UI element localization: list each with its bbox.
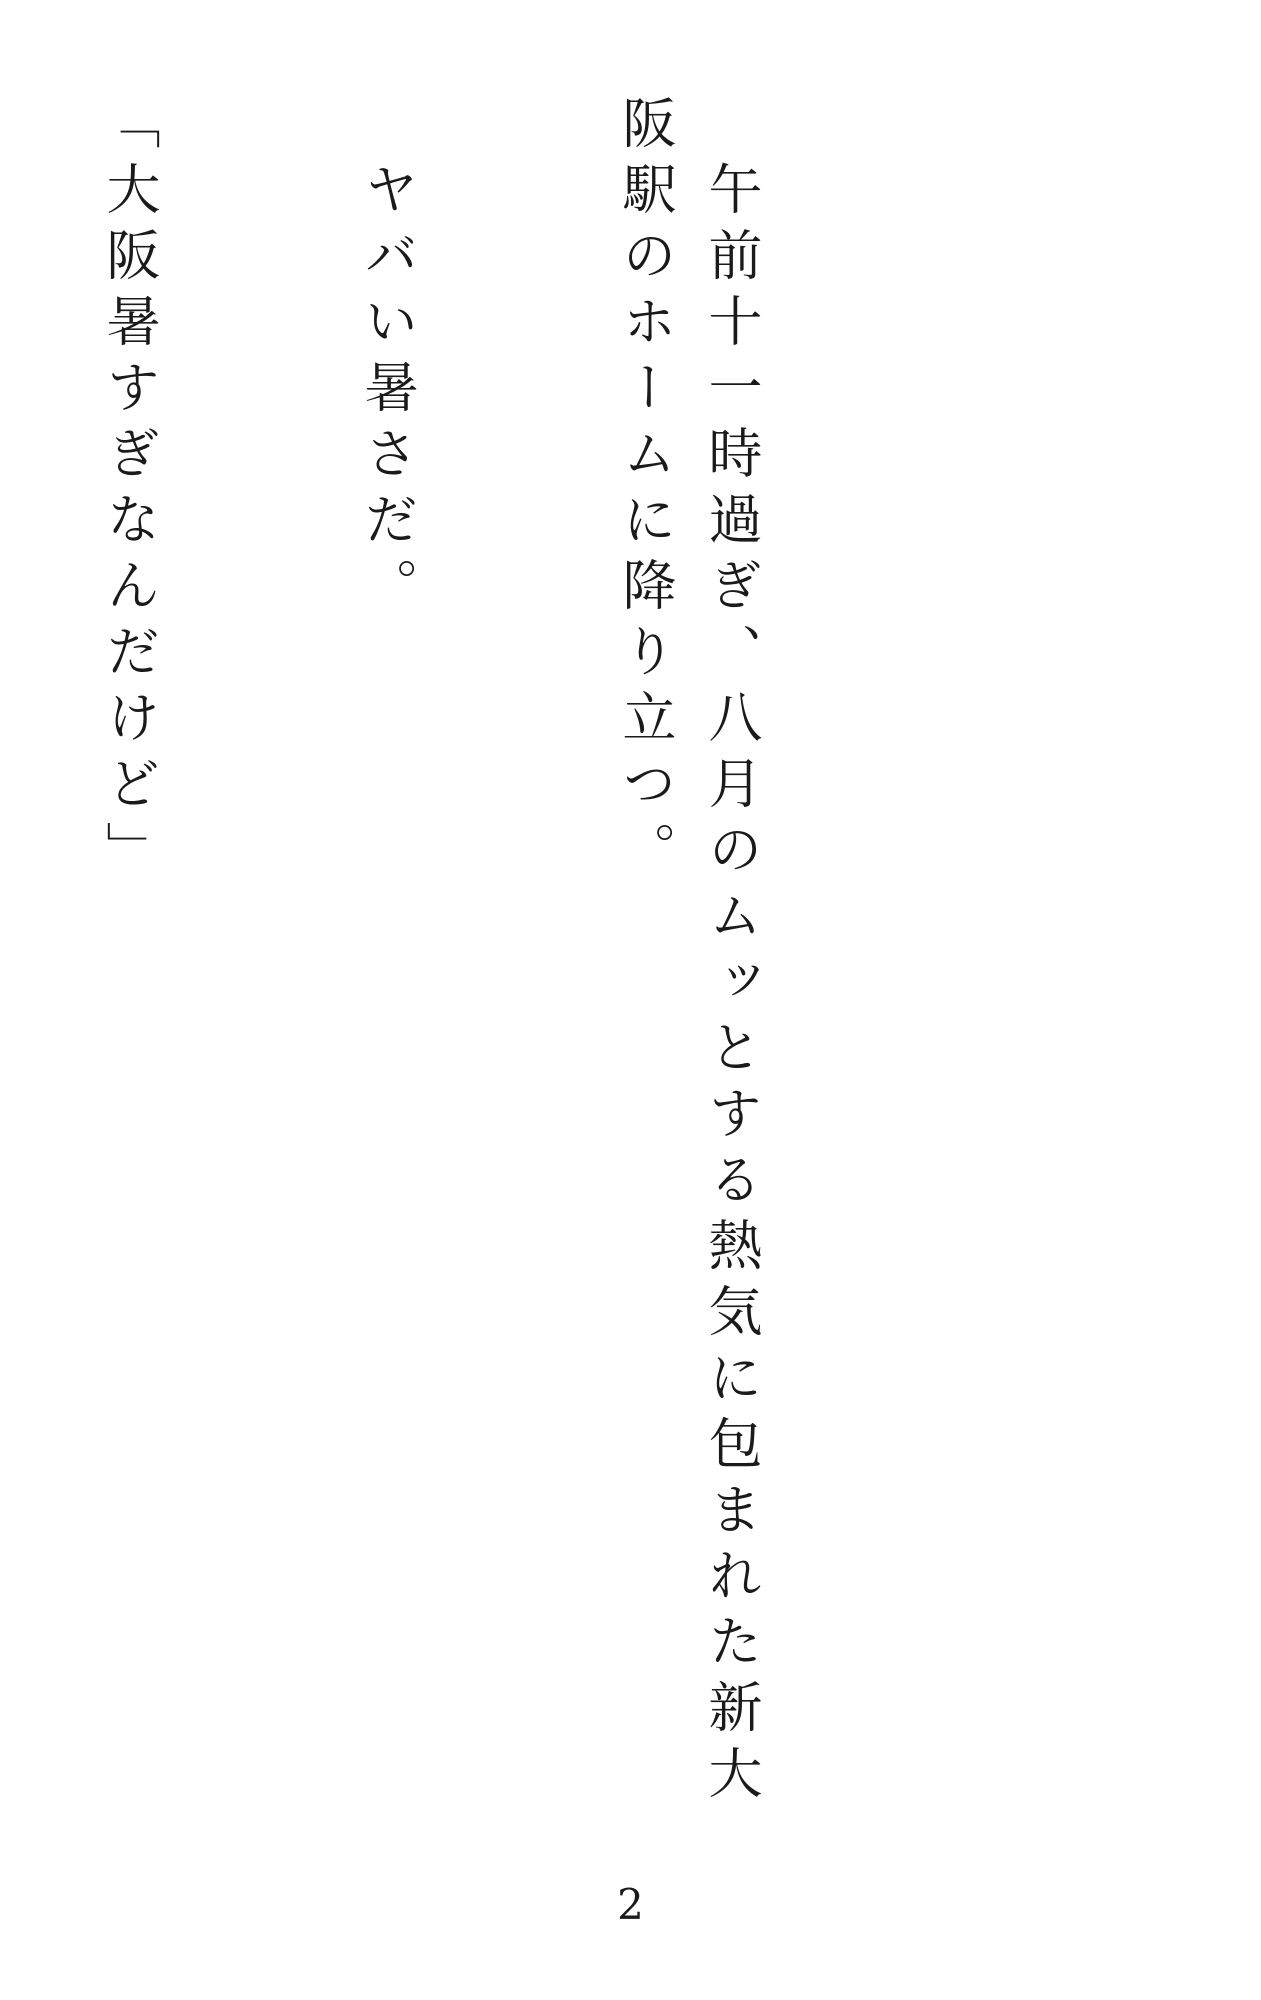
vertical-text-body [0,95,946,1825]
text-line: ヤバい暑さだ。 [356,95,419,623]
page-number: 2 [617,1880,644,1929]
text-line: 「大阪暑すぎなんだけど」 [98,95,161,887]
text-line: 午前十一時過ぎ、八月のムッとする熱気に包まれた新大阪駅のホームに降り立つ。 [614,95,763,1811]
